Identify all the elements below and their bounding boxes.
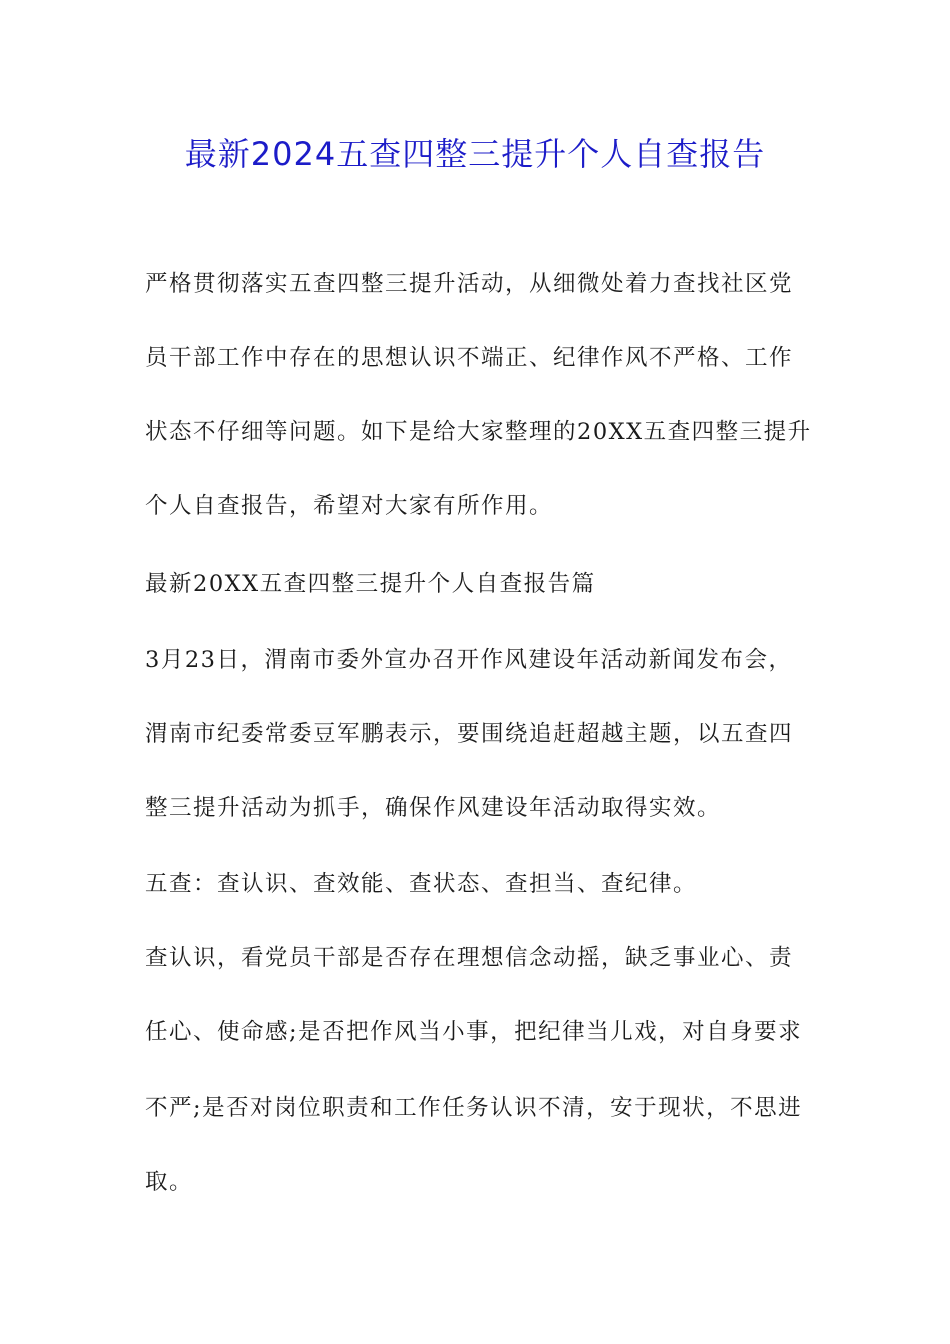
paragraph-line: 取。 (145, 1169, 194, 1195)
paragraph-line: 个人自查报告，希望对大家有所作用。 (145, 493, 554, 519)
section-heading: 最新20XX五查四整三提升个人自查报告篇 (145, 571, 596, 597)
paragraph-line: 3月23日，渭南市委外宣办召开作风建设年活动新闻发布会， (145, 647, 793, 673)
paragraph-line: 渭南市纪委常委豆军鹏表示，要围绕追赶超越主题，以五查四 (145, 721, 794, 747)
paragraph-line: 严格贯彻落实五查四整三提升活动，从细微处着力查找社区党 (145, 271, 794, 297)
paragraph-line: 状态不仔细等问题。如下是给大家整理的20XX五查四整三提升 (145, 419, 812, 445)
paragraph-line: 任心、使命感;是否把作风当小事，把纪律当儿戏，对自身要求 (145, 1019, 803, 1045)
paragraph-line: 整三提升活动为抓手，确保作风建设年活动取得实效。 (145, 795, 722, 821)
paragraph-line: 查认识，看党员干部是否存在理想信念动摇，缺乏事业心、责 (145, 945, 794, 971)
paragraph-line: 员干部工作中存在的思想认识不端正、纪律作风不严格、工作 (145, 345, 794, 371)
document-title: 最新2024五查四整三提升个人自查报告 (184, 135, 766, 173)
paragraph-line: 五查：查认识、查效能、查状态、查担当、查纪律。 (145, 871, 698, 897)
paragraph-line: 不严;是否对岗位职责和工作任务认识不清，安于现状，不思进 (145, 1095, 803, 1121)
